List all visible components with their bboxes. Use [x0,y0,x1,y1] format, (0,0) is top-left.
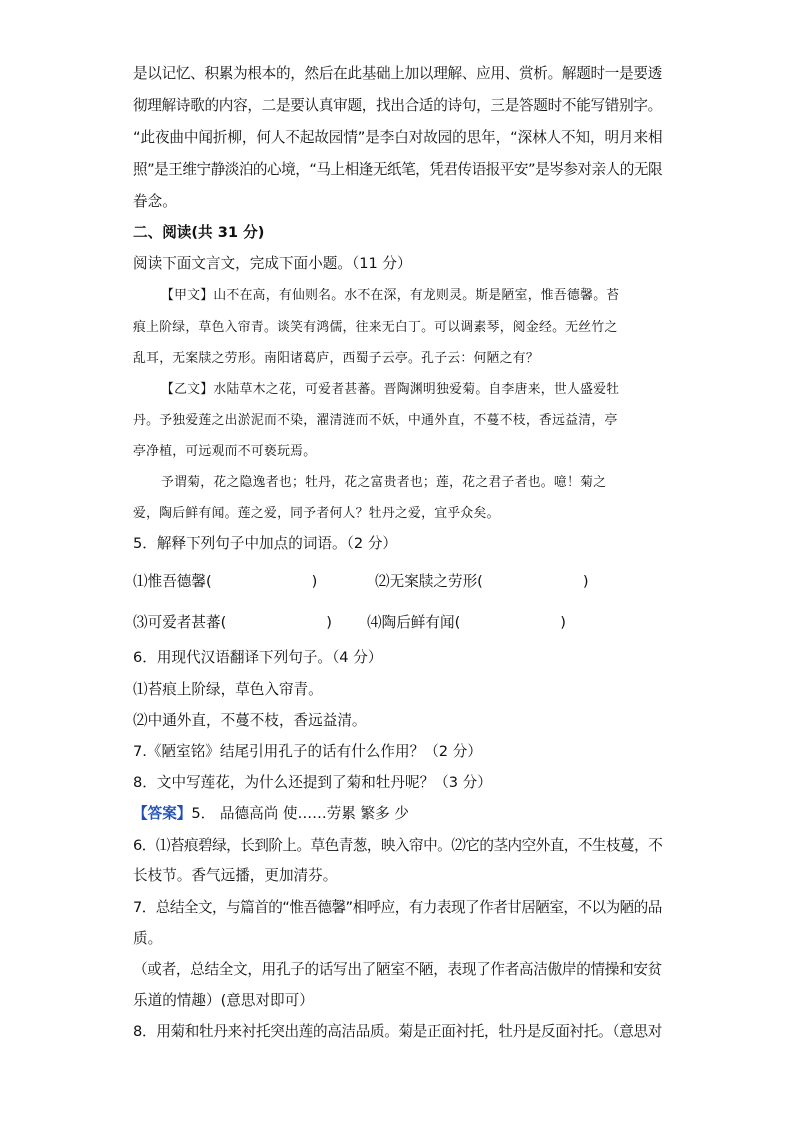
jia-line-3: 乱耳，无案牍之劳形。南阳诸葛庐，西蜀子云亭。孔子云：何陋之有？ [133,351,540,366]
q6-item-2: ⑵中通外直，不蔓不枝，香远益清。 [133,712,367,729]
intro-line-5: 眷念。 [133,193,177,210]
answer-8-line-1: 8．用菊和牡丹来衬托突出莲的高洁品质。菊是正面衬托，牡丹是反面衬托。（意思对 [133,1023,662,1040]
answer-7-line-1: 7．总结全文，与篇首的“惟吾德馨”相呼应，有力表现了作者甘居陋室，不以为陋的品 [133,899,662,916]
q5-item-3: ⑶可爱者甚蕃( ) [133,614,332,631]
answer-7-line-4: 乐道的情趣）(意思对即可） [133,992,314,1009]
answer-7-line-2: 质。 [133,930,163,947]
jia-line-1: 【甲文】山不在高，有仙则名。水不在深，有龙则灵。斯是陋室，惟吾德馨。苔 [161,288,620,303]
yi-line-5: 爱，陶后鲜有闻。莲之爱，同予者何人？牡丹之爱，宜乎众矣。 [133,506,500,521]
q5-item-4: ⑷陶后鲜有闻( ) [367,614,566,631]
answer-6-line-1: 6．⑴苔痕碧绿，长到阶上。草色青葱，映入帘中。⑵它的茎内空外直，不生枝蔓，不 [133,837,663,854]
intro-line-1: 是以记忆、积累为根本的，然后在此基础上加以理解、应用、赏析。解题时一是要透 [133,65,662,82]
yi-line-4: 予谓菊，花之隐逸者也；牡丹，花之富贵者也；莲，花之君子者也。噫！菊之 [161,475,607,490]
answer-label: 【答案】 [133,805,192,822]
question-6: 6．用现代汉语翻译下列句子。（4 分） [133,649,383,666]
yi-line-1: 【乙文】水陆草木之花，可爱者甚蕃。晋陶渊明独爱菊。自李唐来，世人盛爱牡 [161,382,620,397]
intro-line-3: “此夜曲中闻折柳，何人不起故园情”是李白对故园的思年，“深林人不知，明月来相 [133,129,663,146]
reading-instruction: 阅读下面文言文，完成下面小题。（11 分） [133,255,412,272]
section-title: 二、阅读(共 31 分) [133,224,265,241]
question-8: 8．文中写莲花，为什么还提到了菊和牡丹呢？（3 分） [133,774,492,791]
intro-line-4: 照”是王维宁静淡泊的心境，“马上相逢无纸笔，凭君传语报平安”是岑参对亲人的无限 [133,161,663,178]
answer-5: 【答案】5． 品德高尚 使……劳累 繁多 少 [133,805,409,822]
q5-item-2: ⑵无案牍之劳形( ) [375,573,589,590]
answer-7-line-3: （或者，总结全文，用孔子的话写出了陋室不陋，表现了作者高洁傲岸的情操和安贫 [133,961,662,978]
question-7: 7.《陋室铭》结尾引用孔子的话有什么作用？（2 分） [133,743,482,760]
q5-item-1: ⑴惟吾德馨( ) [133,573,318,590]
question-5: 5．解释下列句子中加点的词语。（2 分） [133,535,398,552]
yi-line-3: 亭净植，可远观而不可亵玩焉。 [133,444,317,459]
intro-line-2: 彻理解诗歌的内容，二是要认真审题，找出合适的诗句，三是答题时不能写错别字。 [133,97,662,114]
q6-item-1: ⑴苔痕上阶绿，草色入帘青。 [133,681,323,698]
answer-6-line-2: 长枝节。香气远播，更加清芬。 [133,867,338,884]
yi-line-2: 丹。予独爱莲之出淤泥而不染，濯清涟而不妖，中通外直，不蔓不枝，香远益清，亭 [133,413,618,428]
jia-line-2: 痕上阶绿，草色入帘青。谈笑有鸿儒，往来无白丁。可以调素琴，阅金经。无丝竹之 [133,320,618,335]
